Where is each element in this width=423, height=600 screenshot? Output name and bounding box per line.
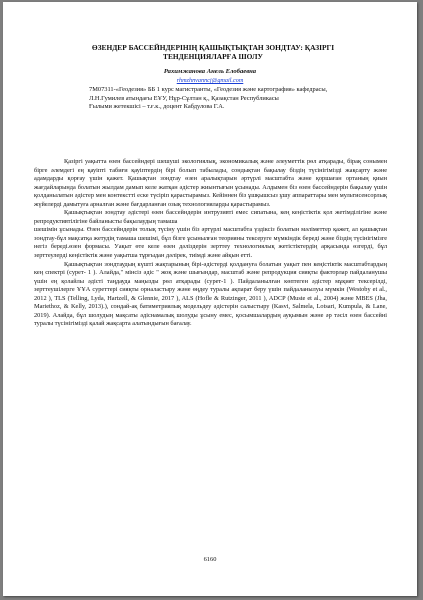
author-email-link[interactable]: rhmzhnvanncj@gmail.com [176, 77, 244, 84]
paragraph: Қашықтықтан зондтаудың күшті жақтарының бірі-әдістерді қолдануға болатын уақыт пен кеңістіктік масштабтардың кең спектрі (сурет- 1 ). Алайда," мінсіз әдіс " жоқ және шығындар, масштаб және репродукция сияқты факторлар пайдаланушы үшін ең қолайлы әдісті таңдауда маңызды рөл атқарады (сурет-1 ). Пайдаланылған көптеген әдістер мұқият тексерілді, зерттеушілерге ҰҰА суреттері сияқты орналастыру және өңдеу туралы ақпарат беру үшін пайдаланылуы мүмкін (Westoby et al., 2012 ), TLS (Telling, Lyda, Hartzell, & Glennie, 2017 ), ALS (Hofle & Rutzinger, 2011 ), ADCP (Muste et al., 2004) және MBES (Jha, Mariethoz, & Kelly, 2013).), сондай-ақ батиметриялық модельдеу әдістерін салыстыру (Kasvi, Salmela, Lotsari, Kumpula, & Lane, 2019). Алайда, бұл шолудың мақсаты әдіснамалық шолуды ұсыну емес, қосымшалардың ауқымын және әр тәсіл өзен бассейні туралы түсінігімізді қалай жақсарта алатындығын бағалау. [34, 260, 387, 328]
affiliation-block [89, 86, 379, 112]
body-text [34, 158, 387, 329]
affiliation-line: 7М07311-«Геодезия» ББ 1 курс магистранты, «Геодезия және картография» кафедрасы, [89, 86, 328, 93]
paragraph-continuation: шешімін ұсынады. Өзен бассейндерін толық түсіну үшін біз әртүрлі масштабта үздіксіз болатын мәліметтер қажет, ал қашықтан зондтау-бұл мақсатқа жетудің тамаша шешімі, бұл бізге ұсынылған теорияны тексеруге мүмкіндік береді және біздің түсінігімізге негіз береді.өзен формасы. Уақыт өте келе өзен дәліздерін зерттеу технологиялық жетістіктердің арқасында өзгерді, бұл зерттеулерді кеңістіктік және уақытша тұрғыдан дәлірек, тиімді және айқын етті. [34, 226, 387, 260]
paragraph: Қашықтықтан зондтау әдістері өзен бассейндерін интрузивті емес сипатына, кең кеңістіктік қол жетімділігіне және репродуктивтілігіне байланысты бақылаудың тамаша [34, 209, 387, 225]
paragraph: Қазіргі уақытта өзен бассейндері шешуші экологиялық, экономикалық және әлеуметтік рөл атқарады, бірақ сонымен бірге әлемдегі ең қауіпті табиғи қауіптердің бірі болып табылады, сондықтан бақылау біздің түсінігімізді жақсарту және адамдарды қорғау үшін қажет. Қашықтан зондтау өзен аралықтарын әртүрлі масштабта және қоршаған ортаның қиын жағдайларында болатын жылдам дамып келе жатқан әдістер жиынтығын ұсынады. Алдымен біз өзен бассейндерін бақылау үшін қолданылатын әдістер мен контекстті еске түсіріп қарастырамыз. Кейіннен біз ұшқышсыз ұшу аппараттары мен мультисенсорлық жүйелерді дамытуға арналған және бағдарланған озық технологияларды қарастырамыз. [34, 158, 387, 208]
affiliation-line: Л.Н.Гумилев атындағы ЕҰУ, Нұр-Сұлтан қ., Қазақстан Республикасы [89, 94, 279, 102]
supervisor-line: Ғылыми жетекшісі – т.ғ.к., доцент Кабдулова Г.А. [89, 103, 225, 111]
page-number: 6160 [203, 556, 217, 563]
author-name: Рахимжанова Анель Елобаевна [163, 68, 257, 75]
paper-title: ӨЗЕНДЕР БАССЕЙНДЕРІНІҢ ҚАШЫҚТЫҚТАН ЗОНДТАУ: ҚАЗІРГІ ТЕНДЕНЦИЯЛАРҒА ШОЛУ [91, 43, 335, 61]
document-page [3, 2, 417, 596]
